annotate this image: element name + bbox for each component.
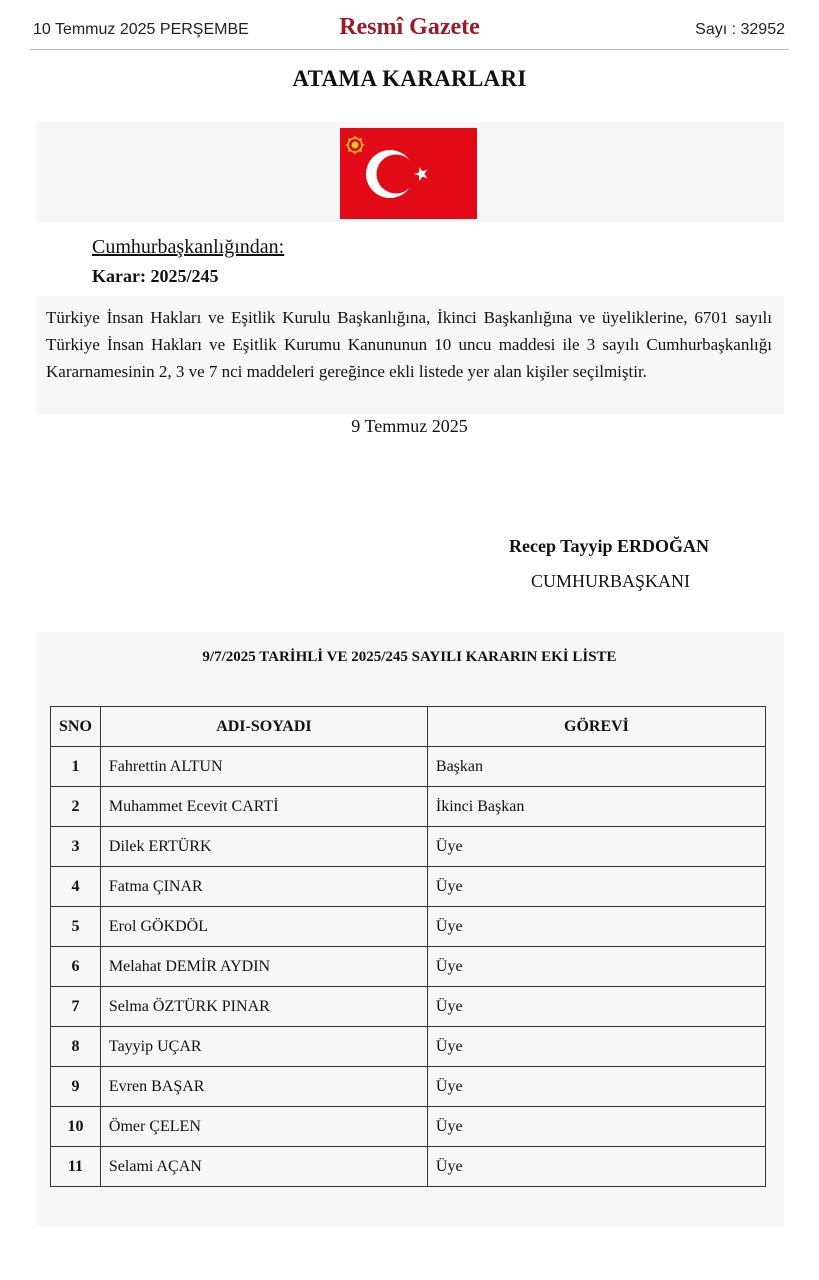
row-name: Erol GÖKDÖL — [100, 907, 427, 947]
table-row — [51, 827, 766, 867]
row-number: 7 — [51, 987, 101, 1027]
row-number: 3 — [51, 827, 101, 867]
row-number: 9 — [51, 1067, 101, 1107]
row-role: Üye — [427, 1147, 765, 1187]
row-role: Üye — [427, 1027, 765, 1067]
table-row — [51, 1027, 766, 1067]
row-number: 8 — [51, 1027, 101, 1067]
signatory-title: CUMHURBAŞKANI — [531, 571, 691, 591]
row-name: Fahrettin ALTUN — [100, 747, 427, 787]
list-title: 9/7/2025 TARİHLİ VE 2025/245 SAYILI KARARIN EKİ LİSTE — [202, 649, 617, 665]
row-number: 2 — [51, 787, 101, 827]
gazette-issue-number: Sayı : 32952 — [695, 21, 785, 38]
decision-date: 9 Temmuz 2025 — [351, 416, 468, 436]
appointee-table — [50, 706, 766, 1187]
table-row — [51, 1067, 766, 1107]
row-role: Üye — [427, 827, 765, 867]
row-number: 5 — [51, 907, 101, 947]
row-name: Muhammet Ecevit CARTİ — [100, 787, 427, 827]
row-name: Dilek ERTÜRK — [100, 827, 427, 867]
gazette-title: Resmî Gazete — [339, 14, 480, 40]
decision-number: Karar: 2025/245 — [92, 266, 219, 286]
row-name: Fatma ÇINAR — [100, 867, 427, 907]
row-number: 6 — [51, 947, 101, 987]
row-name: Selma ÖZTÜRK PINAR — [100, 987, 427, 1027]
row-role: Üye — [427, 947, 765, 987]
row-role: Üye — [427, 987, 765, 1027]
gazette-date: 10 Temmuz 2025 PERŞEMBE — [33, 21, 249, 38]
row-number: 4 — [51, 867, 101, 907]
signatory-name: Recep Tayyip ERDOĞAN — [509, 536, 710, 556]
row-name: Selami AÇAN — [100, 1147, 427, 1187]
table-row — [51, 907, 766, 947]
row-name: Tayyip UÇAR — [100, 1027, 427, 1067]
row-role: Üye — [427, 867, 765, 907]
row-role: Üye — [427, 1107, 765, 1147]
row-role: İkinci Başkan — [427, 787, 765, 827]
table-row — [51, 867, 766, 907]
table-row — [51, 947, 766, 987]
row-role: Üye — [427, 907, 765, 947]
column-header-role: GÖREVİ — [427, 707, 765, 747]
table-row — [51, 1147, 766, 1187]
header-divider — [30, 49, 789, 50]
row-number: 1 — [51, 747, 101, 787]
issuing-authority: Cumhurbaşkanlığından: — [92, 236, 285, 258]
row-name: Melahat DEMİR AYDIN — [100, 947, 427, 987]
section-title: ATAMA KARARLARI — [292, 66, 527, 91]
table-header-row — [51, 707, 766, 747]
row-number: 11 — [51, 1147, 101, 1187]
column-header-sno: SNO — [51, 707, 101, 747]
row-name: Evren BAŞAR — [100, 1067, 427, 1107]
row-name: Ömer ÇELEN — [100, 1107, 427, 1147]
table-row — [51, 747, 766, 787]
turkish-flag-icon — [340, 128, 477, 219]
row-role: Başkan — [427, 747, 765, 787]
table-row — [51, 1107, 766, 1147]
column-header-name: ADI-SOYADI — [100, 707, 427, 747]
table-row — [51, 987, 766, 1027]
row-role: Üye — [427, 1067, 765, 1107]
presidential-seal-icon — [346, 136, 365, 155]
row-number: 10 — [51, 1107, 101, 1147]
table-row — [51, 787, 766, 827]
decision-text: Türkiye İnsan Hakları ve Eşitlik Kurulu Başkanlığına, İkinci Başkanlığına ve üyeliklerine, 6701 sayılı Türkiye İnsan Hakları ve Eşitlik Kurumu Kanununun 10 uncu maddesi ile 3 sayılı Cumhurbaşkanlığı Kararnamesinin 2, 3 ve 7 nci maddeleri gereğince ekli listede yer alan kişiler seçilmiştir. — [46, 308, 772, 381]
